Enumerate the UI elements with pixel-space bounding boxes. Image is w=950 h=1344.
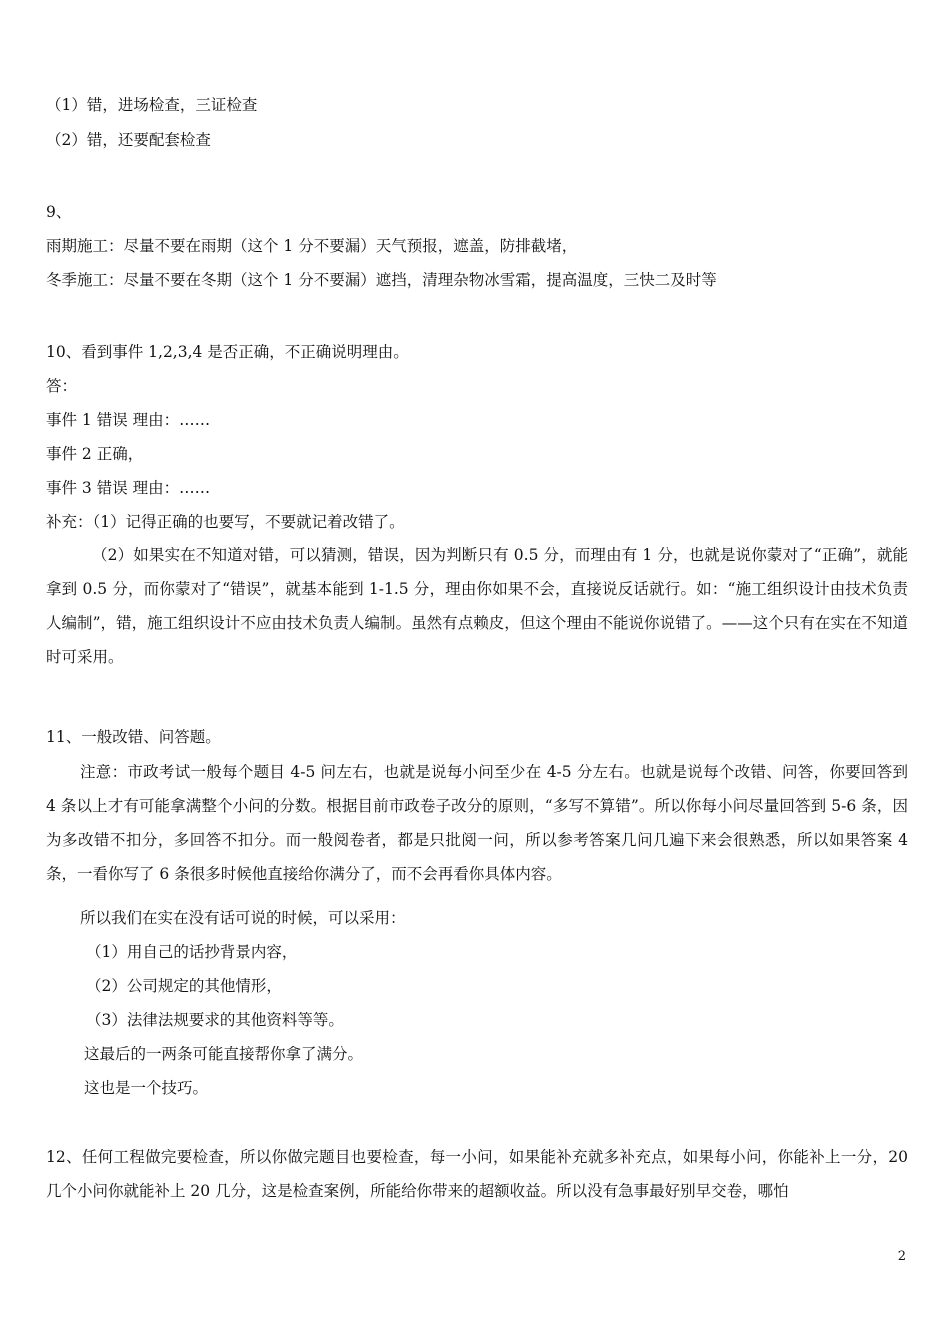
section-11-intro: 所以我们在实在没有话可说的时候，可以采用： bbox=[80, 909, 406, 927]
closing-line-2: 这也是一个技巧。 bbox=[84, 1079, 209, 1097]
answer-label: 答： bbox=[46, 377, 78, 395]
section-12-text: 12、任何工程做完要检查，所以你做完题目也要检查，每一小问，如果能补充就多补充点，如果每小问，你能补上一分，20 几个小问你就能补上 20 几分，这是检查案例，所能给你带来的超额收益。所以没有急事最好别早交卷，哪怕 bbox=[46, 1148, 908, 1200]
winter-construction: 冬季施工：尽量不要在冬期（这个 1 分不要漏）遮挡，清理杂物冰雪霜，提高温度，三快二及时等 bbox=[46, 271, 717, 289]
tip-item-2: （2）公司规定的其他情形， bbox=[86, 977, 282, 995]
tip-item-3: （3）法律法规要求的其他资料等等。 bbox=[86, 1011, 344, 1029]
supplement-2: （2）如果实在不知道对错，可以猜测，错误，因为判断只有 0.5 分，而理由有 1 分，也就是说你蒙对了“正确”，就能拿到 0.5 分，而你蒙对了“错误”，就基本能到 1-1.5 分，理由你如果不会，直接说反话就行。如：“施工组织设计由技术负责人编制”，错，施工组织设计不应由技术负责人编制。虽然有点赖皮，但这个理由不能说你说错了。——这个只有在实在不知道时可采用。 bbox=[46, 546, 908, 666]
rainy-season-construction: 雨期施工：尽量不要在雨期（这个 1 分不要漏）天气预报，遮盖，防排截堵， bbox=[46, 237, 578, 255]
supplement-1: 补充：（1）记得正确的也要写，不要就记着改错了。 bbox=[46, 513, 405, 531]
section-11-heading: 11、一般改错、问答题。 bbox=[46, 728, 221, 746]
answer-item-2: （2）错，还要配套检查 bbox=[46, 131, 211, 149]
answer-item-1: （1）错，进场检查，三证检查 bbox=[46, 96, 258, 114]
tip-item-1: （1）用自己的话抄背景内容， bbox=[86, 943, 298, 961]
section-11-note: 注意：市政考试一般每个题目 4-5 问左右，也就是说每小问至少在 4-5 分左右。也就是说每个改错、问答，你要回答到 4 条以上才有可能拿满整个小问的分数。根据目前市政卷子改分的原则，“多写不算错”。所以你每小问尽量回答到 5-6 条，因为多改错不扣分，多回答不扣分。而一般阅卷者，都是只批阅一问，所以参考答案几问几遍下来会很熟悉，所以如果答案 4 条，一看你写了 6 条很多时候他直接给你满分了，而不会再看你具体内容。 bbox=[46, 763, 908, 883]
section-9-heading: 9、 bbox=[46, 203, 72, 221]
event-1: 事件 1 错误 理由：…… bbox=[46, 411, 211, 429]
event-2: 事件 2 正确， bbox=[46, 445, 144, 463]
page-number: 2 bbox=[897, 1249, 906, 1264]
section-10-heading: 10、看到事件 1,2,3,4 是否正确，不正确说明理由。 bbox=[46, 343, 409, 361]
event-3: 事件 3 错误 理由：…… bbox=[46, 479, 211, 497]
closing-line-1: 这最后的一两条可能直接帮你拿了满分。 bbox=[84, 1045, 364, 1063]
